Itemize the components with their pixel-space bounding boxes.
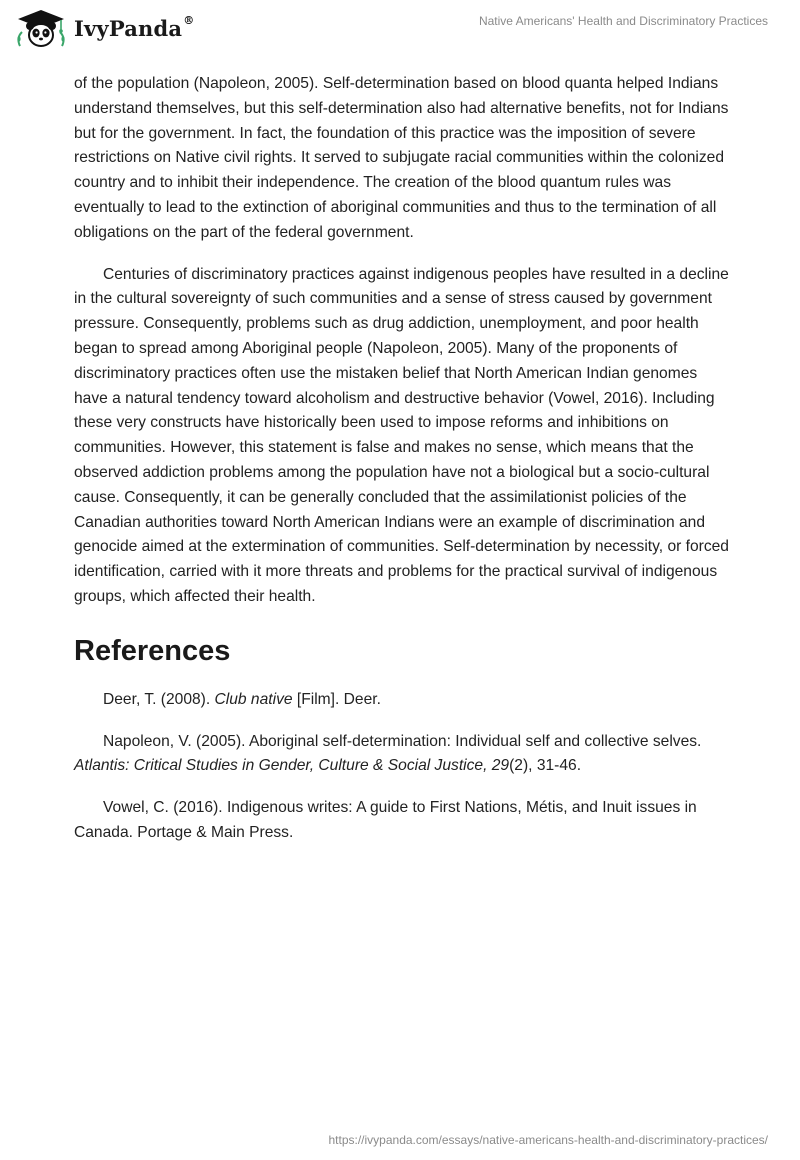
reference-item: Vowel, C. (2016). Indigenous writes: A guide to First Nations, Métis, and Inuit issues in Canada. Portage & Main Press. bbox=[74, 799, 697, 841]
page-header bbox=[0, 0, 800, 60]
body-paragraph: Centuries of discriminatory practices against indigenous peoples have resulted in a decline in the cultural sovereignty of such communities and a sense of stress caused by government pressure. Consequently, problems such as drug addiction, unemployment, and poor health began to spread among Aboriginal people (Napoleon, 2005). Many of the proponents of discriminatory practices often use the mistaken belief that North American Indian genomes have a natural tendency toward alcoholism and destructive behavior (Vowel, 2016). Including these very constructs have historically been used to impose reforms and inhibitions on communities. However, this statement is false and makes no sense, which means that the observed addiction problems among the population have not a biological but a socio-cultural cause. Consequently, it can be generally concluded that the assimilationist policies of the Canadian authorities toward North American Indians were an example of discrimination and genocide aimed at the extermination of communities. Self-determination by necessity, or forced identification, carried with it more threats and problems for the practical survival of indigenous groups, which affected their health. bbox=[74, 265, 729, 605]
panda-graduate-icon bbox=[14, 8, 68, 48]
document-title: Native Americans' Health and Discriminatory Practices bbox=[478, 14, 768, 28]
reference-item: Napoleon, V. (2005). Aboriginal self-determination: Individual self and collective selves. Atlantis: Critical Studies in Gender, Culture & Social Justice, 29(2), 31-46. bbox=[74, 732, 702, 775]
essay-content bbox=[74, 72, 734, 846]
body-paragraph: of the population (Napoleon, 2005). Self-determination based on blood quanta helped Indians understand themselves, but this self-determination also had alternative benefits, not for Indians but for the government. In fact, the foundation of this practice was the imposition of severe restrictions on Native civil rights. It served to subjugate racial communities within the colonized country and to inhibit their independence. The creation of the blood quantum rules was eventually to lead to the extinction of aboriginal communities and thus to the termination of all obligations on the part of the federal government. bbox=[74, 75, 729, 241]
references-list bbox=[74, 688, 734, 846]
source-url[interactable]: https://ivypanda.com/essays/native-americans-health-and-discriminatory-practices/ bbox=[328, 1133, 768, 1147]
brand-logo[interactable] bbox=[14, 8, 194, 48]
brand-name: IvyPanda® bbox=[74, 13, 195, 41]
reference-item: Deer, T. (2008). Club native [Film]. Deer. bbox=[103, 690, 381, 708]
references-heading: References bbox=[74, 634, 231, 667]
